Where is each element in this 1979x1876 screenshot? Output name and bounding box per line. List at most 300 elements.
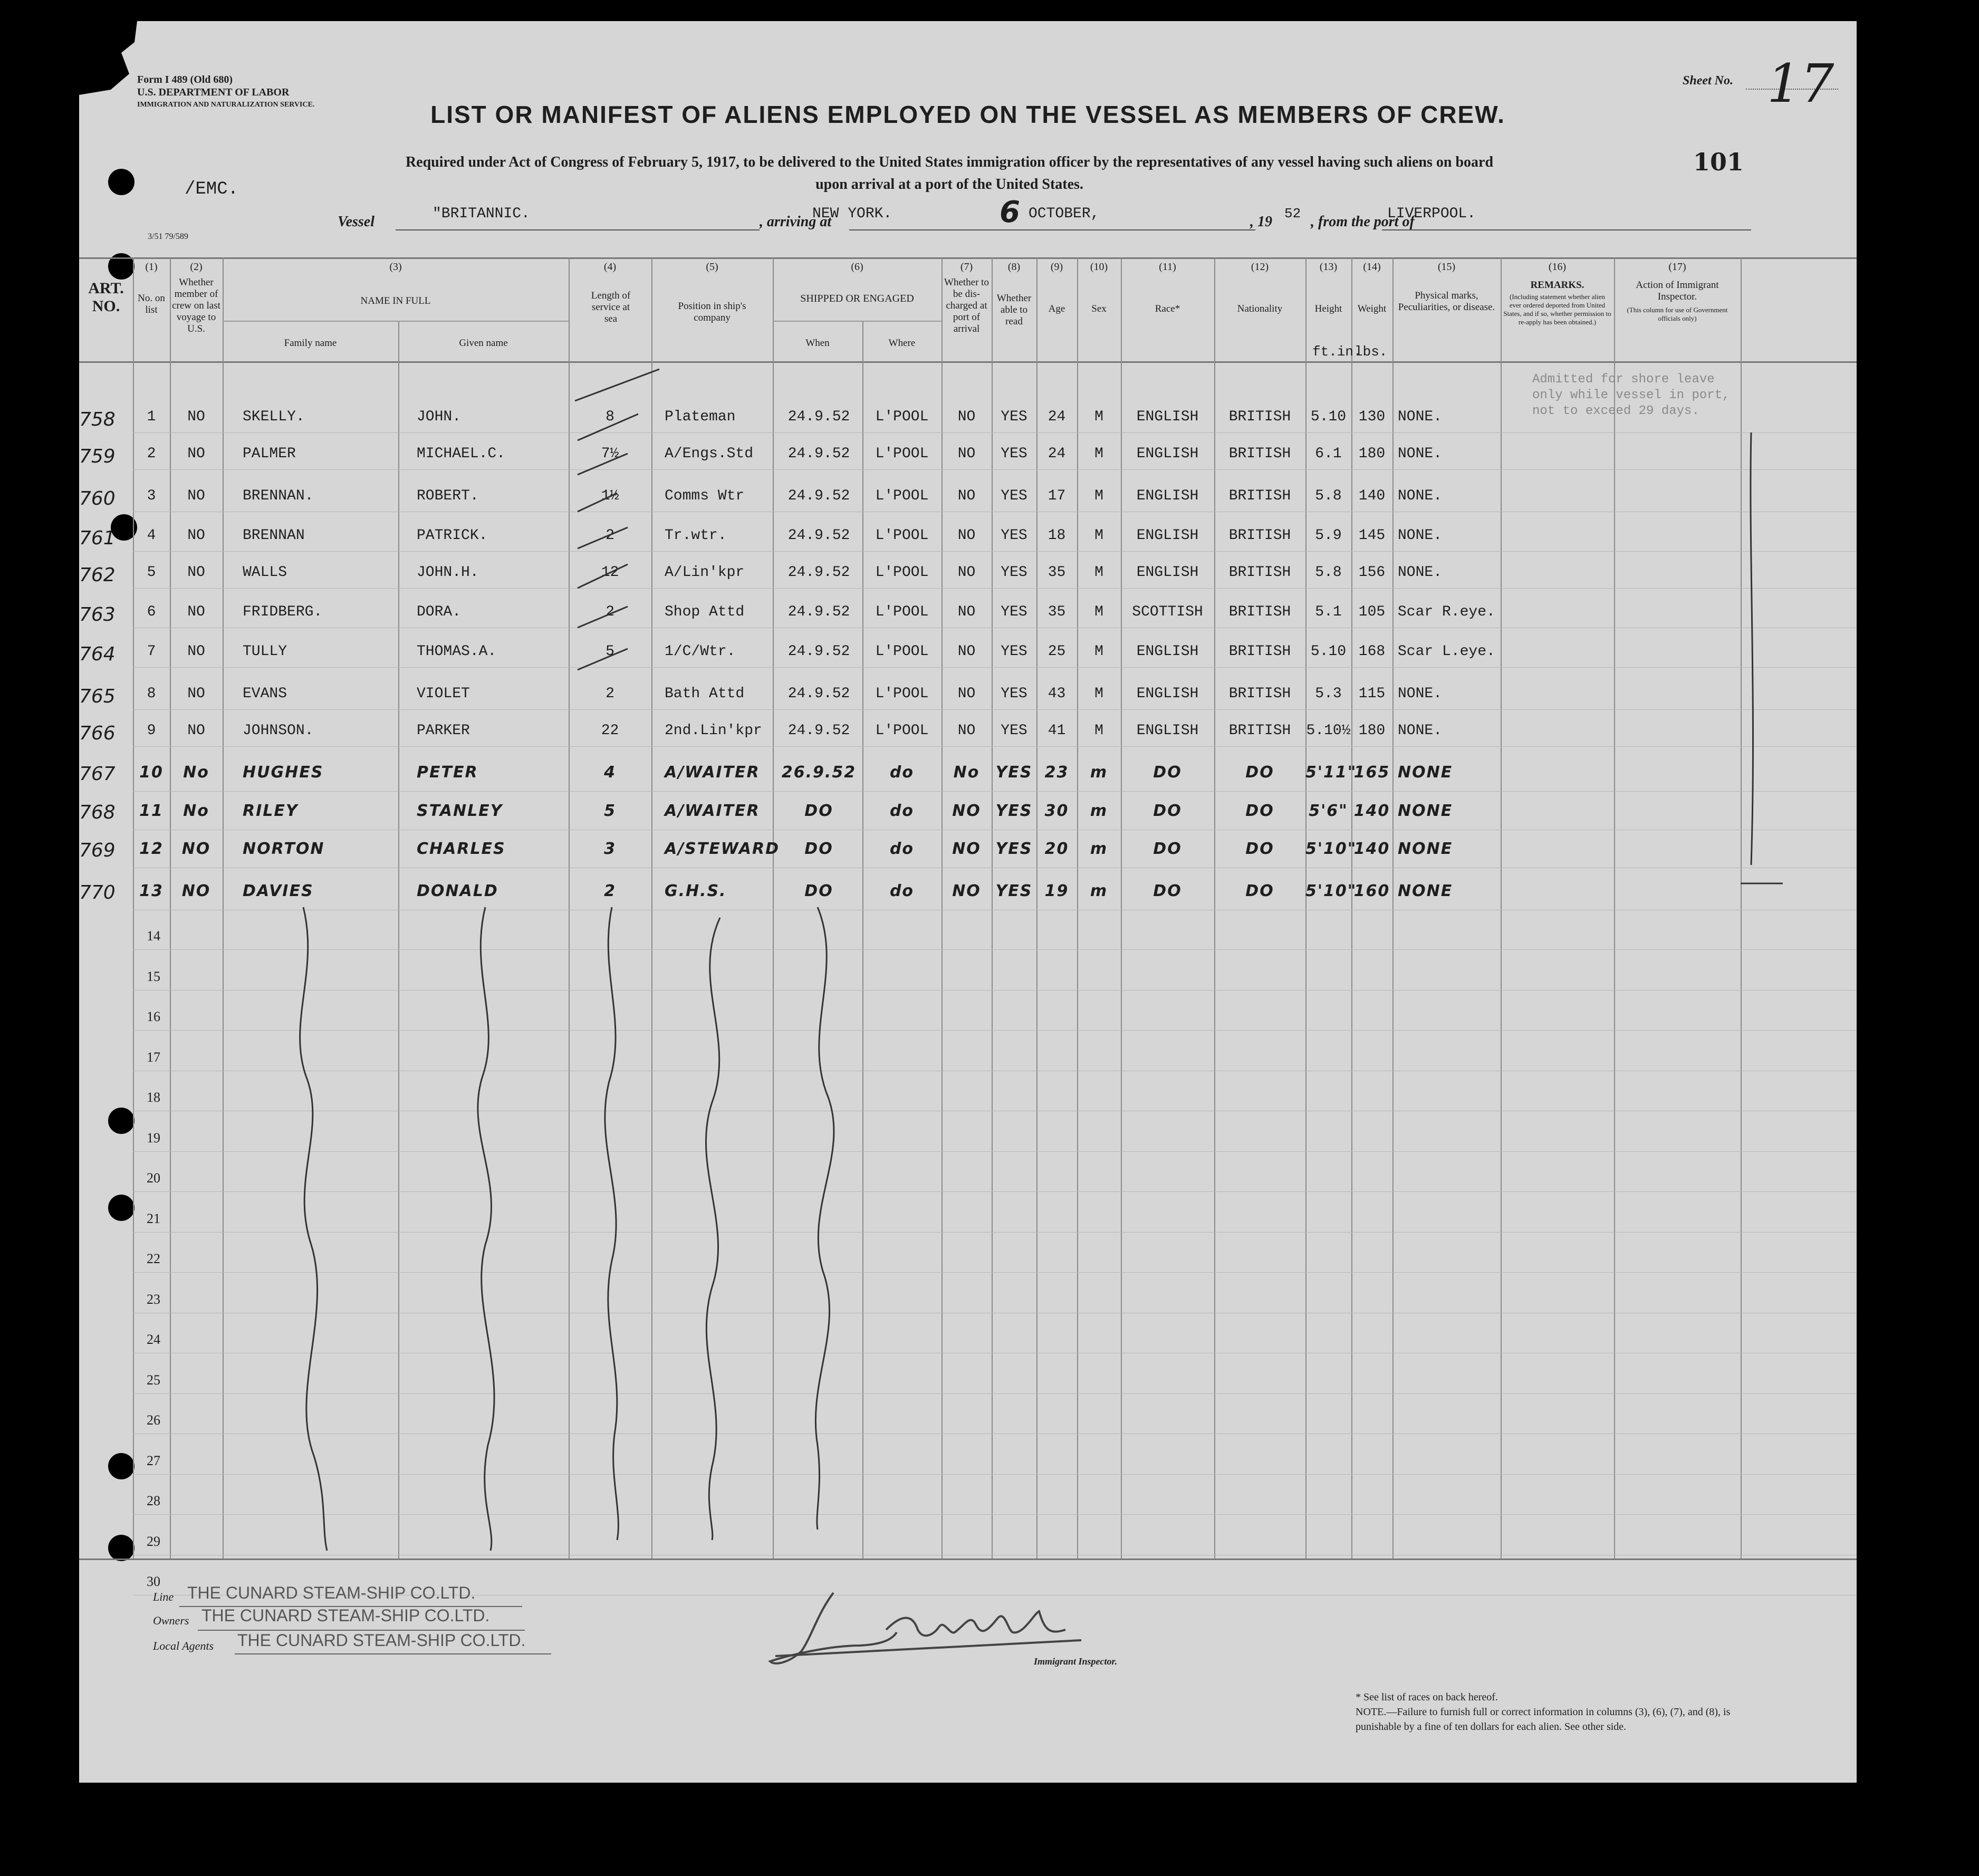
cell-list-no: 11 bbox=[139, 802, 164, 820]
cell-previous-voyage: NO bbox=[187, 409, 205, 425]
cell-given-name: DONALD bbox=[417, 882, 498, 900]
cell-height: 5.1 bbox=[1315, 604, 1342, 620]
form-number: Form I 489 (Old 680) bbox=[137, 74, 233, 85]
cell-family-name: WALLS bbox=[243, 564, 287, 581]
cell-sex: m bbox=[1090, 882, 1108, 900]
cell-family-name: BRENNAN bbox=[243, 527, 305, 544]
cell-race: ENGLISH bbox=[1136, 686, 1199, 702]
cell-shipped-where: L'POOL bbox=[875, 446, 929, 462]
cell-shipped-where: L'POOL bbox=[875, 409, 929, 425]
form-reference: 3/51 79/589 bbox=[148, 232, 188, 241]
col-2-num: (2) bbox=[190, 261, 203, 273]
cell-shipped-when: DO bbox=[804, 840, 833, 858]
col-when: When bbox=[805, 338, 830, 349]
cell-able-to-read: YES bbox=[995, 840, 1033, 858]
col-4-num: (4) bbox=[603, 261, 617, 273]
cell-height: 5.10 bbox=[1310, 643, 1347, 660]
vessel-label: Vessel bbox=[338, 214, 374, 230]
cell-discharged: NO bbox=[957, 409, 976, 425]
note-line-2: punishable by a fine of ten dollars for each alien. See other side. bbox=[1356, 1721, 1627, 1733]
stamp-number: 101 bbox=[1693, 148, 1744, 176]
cell-given-name: THOMAS.A. bbox=[417, 643, 497, 660]
cell-discharged: NO bbox=[952, 840, 981, 858]
cell-sex: M bbox=[1094, 488, 1103, 504]
sheet-label: Sheet No. bbox=[1683, 74, 1733, 88]
owners-label: Owners bbox=[153, 1614, 189, 1627]
col-16-num: (16) bbox=[1548, 261, 1567, 273]
cell-service-length: 22 bbox=[601, 723, 619, 739]
cell-service-length: 1½ bbox=[601, 488, 619, 504]
col-remarks: REMARKS. bbox=[1530, 280, 1584, 291]
cell-height: 5.9 bbox=[1315, 527, 1342, 544]
col-sex: Sex bbox=[1091, 303, 1107, 314]
cell-family-name: TULLY bbox=[243, 643, 287, 660]
cell-sex: M bbox=[1094, 643, 1103, 660]
cell-able-to-read: YES bbox=[1001, 643, 1027, 660]
cell-nationality: BRITISH bbox=[1228, 643, 1291, 660]
manifest-title: LIST OR MANIFEST OF ALIENS EMPLOYED ON THE VESSEL AS MEMBERS OF CREW. bbox=[430, 101, 1505, 128]
cell-list-no: 2 bbox=[147, 446, 156, 462]
cell-shipped-where: L'POOL bbox=[875, 488, 929, 504]
manifest-sheet bbox=[79, 21, 1857, 1783]
cell-shipped-where: L'POOL bbox=[875, 604, 929, 620]
cell-position: Tr.wtr. bbox=[665, 527, 727, 544]
cell-given-name: STANLEY bbox=[417, 802, 503, 820]
cell-able-to-read: YES bbox=[1001, 409, 1027, 425]
cell-age: 24 bbox=[1048, 446, 1066, 462]
cell-position: Shop Attd bbox=[665, 604, 745, 620]
cell-physical-marks: NONE bbox=[1398, 763, 1453, 782]
cell-art-no: 758 bbox=[79, 409, 116, 430]
cell-age: 35 bbox=[1048, 564, 1066, 581]
cell-race: DO bbox=[1153, 802, 1182, 820]
arriving-label: , arriving at bbox=[760, 214, 832, 230]
cell-physical-marks: NONE. bbox=[1398, 723, 1443, 739]
cell-age: 35 bbox=[1048, 604, 1066, 620]
empty-row-number: 27 bbox=[147, 1452, 160, 1468]
col-weight: Weight bbox=[1357, 303, 1387, 314]
cell-sex: M bbox=[1094, 604, 1103, 620]
weight-unit: lbs. bbox=[1354, 344, 1388, 360]
cell-service-length: 4 bbox=[604, 763, 616, 782]
cell-previous-voyage: NO bbox=[187, 446, 205, 462]
cell-weight: 145 bbox=[1358, 527, 1386, 544]
col-no-on-list: No. on list bbox=[138, 293, 165, 315]
col-where: Where bbox=[888, 338, 916, 349]
cell-age: 20 bbox=[1044, 840, 1069, 858]
cell-able-to-read: YES bbox=[1001, 604, 1027, 620]
cell-age: 24 bbox=[1048, 409, 1066, 425]
col-8-num: (8) bbox=[1007, 261, 1021, 273]
cell-position: Plateman bbox=[665, 409, 736, 425]
cell-list-no: 6 bbox=[147, 604, 156, 620]
cell-service-length: 2 bbox=[606, 686, 614, 702]
from-port: LIVERPOOL. bbox=[1387, 206, 1476, 222]
cell-shipped-where: L'POOL bbox=[875, 723, 929, 739]
cell-previous-voyage: NO bbox=[187, 488, 205, 504]
cell-art-no: 761 bbox=[79, 527, 116, 549]
cell-weight: 165 bbox=[1353, 763, 1390, 782]
cell-physical-marks: NONE. bbox=[1398, 488, 1443, 504]
cell-race: ENGLISH bbox=[1136, 409, 1199, 425]
cell-age: 25 bbox=[1048, 643, 1066, 660]
cell-able-to-read: YES bbox=[995, 763, 1033, 782]
cell-shipped-when: 24.9.52 bbox=[787, 446, 850, 462]
col-inspector-note: (This column for use of Government officials only) bbox=[1627, 306, 1728, 322]
arrival-port: NEW YORK. bbox=[812, 206, 892, 222]
cell-position: A/WAITER bbox=[665, 763, 760, 782]
cell-weight: 168 bbox=[1358, 643, 1386, 660]
cell-weight: 140 bbox=[1353, 840, 1390, 858]
arrival-month: OCTOBER, bbox=[1029, 206, 1100, 222]
cell-sex: M bbox=[1094, 446, 1103, 462]
cell-age: 17 bbox=[1048, 488, 1066, 504]
col-nationality: Nationality bbox=[1237, 303, 1283, 314]
cell-family-name: FRIDBERG. bbox=[243, 604, 323, 620]
cell-previous-voyage: NO bbox=[187, 527, 205, 544]
cell-shipped-where: L'POOL bbox=[875, 643, 929, 660]
cell-position: G.H.S. bbox=[665, 882, 727, 900]
cell-height: 5'10" bbox=[1305, 882, 1357, 900]
cell-shipped-where: do bbox=[889, 882, 915, 900]
cell-discharged: NO bbox=[957, 527, 976, 544]
cell-art-no: 769 bbox=[79, 840, 116, 861]
cell-discharged: NO bbox=[957, 488, 976, 504]
col-7-num: (7) bbox=[960, 261, 973, 273]
cell-art-no: 765 bbox=[79, 686, 116, 707]
cell-shipped-where: L'POOL bbox=[875, 564, 929, 581]
agents-label: Local Agents bbox=[153, 1639, 214, 1652]
col-inspector-action: Action of Immigrant Inspector. bbox=[1636, 280, 1719, 302]
col-17-num: (17) bbox=[1668, 261, 1686, 273]
col-given-name: Given name bbox=[459, 338, 508, 349]
cell-shipped-when: 24.9.52 bbox=[787, 409, 850, 425]
cell-service-length: 8 bbox=[606, 409, 614, 425]
cancellation-marks bbox=[79, 21, 1857, 1783]
arrival-day: 6 bbox=[1000, 195, 1021, 229]
cell-given-name: DORA. bbox=[417, 604, 462, 620]
cell-shipped-where: do bbox=[889, 840, 915, 858]
shore-leave-remark: Admitted for shore leave only while vessel in port, not to exceed 29 days. bbox=[1532, 372, 1730, 418]
empty-row-number: 18 bbox=[147, 1090, 160, 1105]
cell-list-no: 13 bbox=[139, 882, 164, 900]
cell-art-no: 762 bbox=[79, 564, 116, 586]
subtitle-line-2: upon arrival at a port of the United States. bbox=[815, 176, 1083, 193]
cell-physical-marks: NONE. bbox=[1398, 564, 1443, 581]
cell-given-name: PARKER bbox=[417, 723, 470, 739]
empty-row-number: 29 bbox=[147, 1533, 160, 1549]
cell-previous-voyage: NO bbox=[187, 564, 205, 581]
cell-age: 30 bbox=[1044, 802, 1069, 820]
cell-given-name: PATRICK. bbox=[417, 527, 488, 544]
height-unit: ft.in. bbox=[1312, 344, 1362, 360]
cell-able-to-read: YES bbox=[995, 882, 1033, 900]
cell-family-name: SKELLY. bbox=[243, 409, 305, 425]
cell-position: Comms Wtr bbox=[665, 488, 745, 504]
col-length-of-service: Length of service at sea bbox=[591, 290, 631, 324]
empty-row-number: 23 bbox=[147, 1291, 160, 1307]
cell-able-to-read: YES bbox=[1001, 527, 1027, 544]
cell-physical-marks: Scar L.eye. bbox=[1398, 643, 1495, 660]
cell-physical-marks: NONE. bbox=[1398, 686, 1443, 702]
empty-row-number: 26 bbox=[147, 1412, 160, 1428]
cell-weight: 105 bbox=[1358, 604, 1386, 620]
col-14-num: (14) bbox=[1363, 261, 1381, 273]
cell-family-name: BRENNAN. bbox=[243, 488, 314, 504]
cell-nationality: DO bbox=[1245, 802, 1274, 820]
cell-art-no: 764 bbox=[79, 643, 116, 665]
cell-given-name: CHARLES bbox=[417, 840, 506, 858]
cell-list-no: 5 bbox=[147, 564, 156, 581]
cell-race: DO bbox=[1153, 840, 1182, 858]
cell-previous-voyage: NO bbox=[181, 882, 211, 900]
cell-discharged: NO bbox=[957, 446, 976, 462]
cell-position: 2nd.Lin'kpr bbox=[665, 723, 762, 739]
cell-nationality: BRITISH bbox=[1228, 564, 1291, 581]
cell-age: 41 bbox=[1048, 723, 1066, 739]
cell-list-no: 10 bbox=[139, 763, 164, 782]
cell-able-to-read: YES bbox=[995, 802, 1033, 820]
col-family-name: Family name bbox=[284, 338, 337, 349]
cell-height: 5.8 bbox=[1315, 564, 1342, 581]
cell-service-length: 7½ bbox=[601, 446, 619, 462]
cell-art-no: 767 bbox=[79, 763, 116, 785]
cell-weight: 140 bbox=[1353, 802, 1390, 820]
cell-discharged: NO bbox=[957, 643, 976, 660]
cell-physical-marks: NONE bbox=[1398, 802, 1453, 820]
owners-value: THE CUNARD STEAM-SHIP CO.LTD. bbox=[201, 1606, 490, 1625]
col-15-num: (15) bbox=[1437, 261, 1456, 273]
col-age: Age bbox=[1048, 303, 1065, 314]
col-11-num: (11) bbox=[1159, 261, 1176, 273]
cell-family-name: NORTON bbox=[243, 840, 325, 858]
sheet-number: 17 bbox=[1767, 53, 1834, 114]
cell-able-to-read: YES bbox=[1001, 488, 1027, 504]
col-race: Race* bbox=[1155, 303, 1180, 314]
cell-nationality: BRITISH bbox=[1228, 604, 1291, 620]
empty-row-number: 28 bbox=[147, 1493, 160, 1508]
col-able-to-read: Whether able to read bbox=[996, 293, 1032, 327]
cell-given-name: ROBERT. bbox=[417, 488, 479, 504]
note-line-1: NOTE.—Failure to furnish full or correct information in columns (3), (6), (7), and (8), is bbox=[1356, 1706, 1731, 1718]
cell-sex: M bbox=[1094, 527, 1103, 544]
cell-weight: 160 bbox=[1353, 882, 1390, 900]
cell-height: 5.8 bbox=[1315, 488, 1342, 504]
cell-race: ENGLISH bbox=[1136, 723, 1199, 739]
cell-list-no: 9 bbox=[147, 723, 156, 739]
line-value: THE CUNARD STEAM-SHIP CO.LTD. bbox=[187, 1583, 476, 1602]
cell-discharged: NO bbox=[957, 723, 976, 739]
cell-height: 5'11" bbox=[1305, 763, 1357, 782]
cell-service-length: 3 bbox=[604, 840, 616, 858]
vessel-name: "BRITANNIC. bbox=[433, 206, 530, 222]
cell-previous-voyage: NO bbox=[187, 643, 205, 660]
cell-art-no: 768 bbox=[79, 802, 116, 823]
cell-sex: M bbox=[1094, 686, 1103, 702]
cell-height: 5'6" bbox=[1309, 802, 1348, 820]
empty-row-number: 16 bbox=[147, 1009, 160, 1024]
inspector-label: Immigrant Inspector. bbox=[1034, 1656, 1118, 1667]
cell-nationality: BRITISH bbox=[1228, 723, 1291, 739]
cell-shipped-where: do bbox=[889, 802, 915, 820]
col-art-no: ART. NO. bbox=[88, 280, 124, 315]
col-position: Position in ship's company bbox=[678, 301, 746, 323]
cell-nationality: BRITISH bbox=[1228, 409, 1291, 425]
cell-discharged: NO bbox=[957, 564, 976, 581]
cell-race: DO bbox=[1153, 763, 1182, 782]
cell-able-to-read: YES bbox=[1001, 564, 1027, 581]
races-note: * See list of races on back hereof. bbox=[1356, 1691, 1498, 1703]
department: U.S. DEPARTMENT OF LABOR bbox=[137, 86, 290, 98]
col-1-num: (1) bbox=[145, 261, 158, 273]
cell-previous-voyage: NO bbox=[187, 686, 205, 702]
cell-position: 1/C/Wtr. bbox=[665, 643, 736, 660]
empty-row-number: 17 bbox=[147, 1049, 160, 1065]
cell-age: 43 bbox=[1048, 686, 1066, 702]
cell-previous-voyage: No bbox=[183, 763, 209, 782]
cell-given-name: JOHN.H. bbox=[417, 564, 479, 581]
cell-discharged: NO bbox=[952, 802, 981, 820]
cell-list-no: 1 bbox=[147, 409, 156, 425]
cell-list-no: 12 bbox=[139, 840, 164, 858]
cell-nationality: DO bbox=[1245, 763, 1274, 782]
cell-sex: M bbox=[1094, 409, 1103, 425]
cell-art-no: 759 bbox=[79, 446, 116, 467]
cell-art-no: 770 bbox=[79, 882, 116, 903]
cell-given-name: PETER bbox=[417, 763, 478, 782]
cell-shipped-where: L'POOL bbox=[875, 686, 929, 702]
cell-nationality: DO bbox=[1245, 882, 1274, 900]
col-13-num: (13) bbox=[1319, 261, 1338, 273]
cell-nationality: DO bbox=[1245, 840, 1274, 858]
cell-race: ENGLISH bbox=[1136, 446, 1199, 462]
cell-weight: 180 bbox=[1358, 723, 1386, 739]
cell-height: 5'10" bbox=[1305, 840, 1357, 858]
cell-able-to-read: YES bbox=[1001, 723, 1027, 739]
cell-list-no: 7 bbox=[147, 643, 156, 660]
cell-previous-voyage: NO bbox=[181, 840, 211, 858]
cell-physical-marks: NONE. bbox=[1398, 409, 1443, 425]
cell-given-name: VIOLET bbox=[417, 686, 470, 702]
subtitle-line-1: Required under Act of Congress of February 5, 1917, to be delivered to the United States immigration officer by the representatives of any vessel having such aliens on board bbox=[405, 154, 1494, 170]
cell-race: ENGLISH bbox=[1136, 564, 1199, 581]
cell-weight: 115 bbox=[1358, 686, 1386, 702]
cell-shipped-when: 24.9.52 bbox=[787, 488, 850, 504]
empty-row-number: 24 bbox=[147, 1332, 160, 1347]
cell-art-no: 760 bbox=[79, 488, 116, 509]
cell-able-to-read: YES bbox=[1001, 446, 1027, 462]
cell-nationality: BRITISH bbox=[1228, 686, 1291, 702]
year-prefix: , 19 bbox=[1250, 214, 1272, 230]
cell-position: Bath Attd bbox=[665, 686, 745, 702]
col-3-num: (3) bbox=[389, 261, 402, 273]
emc-mark: /EMC. bbox=[185, 179, 239, 199]
cell-shipped-when: 24.9.52 bbox=[787, 643, 850, 660]
cell-family-name: RILEY bbox=[243, 802, 299, 820]
cell-nationality: BRITISH bbox=[1228, 488, 1291, 504]
cell-age: 19 bbox=[1044, 882, 1069, 900]
empty-row-number: 21 bbox=[147, 1210, 160, 1226]
cell-shipped-when: DO bbox=[804, 802, 833, 820]
col-12-num: (12) bbox=[1251, 261, 1269, 273]
empty-row-number: 20 bbox=[147, 1170, 160, 1186]
col-5-num: (5) bbox=[706, 261, 718, 273]
cell-list-no: 8 bbox=[147, 686, 156, 702]
cell-list-no: 4 bbox=[147, 527, 156, 544]
cell-shipped-when: DO bbox=[804, 882, 833, 900]
cell-shipped-when: 24.9.52 bbox=[787, 723, 850, 739]
cell-position: A/WAITER bbox=[665, 802, 760, 820]
year-suffix: 52 bbox=[1284, 206, 1301, 222]
empty-row-number: 25 bbox=[147, 1372, 160, 1388]
cell-race: SCOTTISH bbox=[1132, 604, 1203, 620]
service: IMMIGRATION AND NATURALIZATION SERVICE. bbox=[137, 101, 315, 109]
cell-race: ENGLISH bbox=[1136, 643, 1199, 660]
cell-previous-voyage: NO bbox=[187, 723, 205, 739]
cell-service-length: 12 bbox=[601, 564, 619, 581]
cell-art-no: 763 bbox=[79, 604, 116, 626]
cell-previous-voyage: No bbox=[183, 802, 209, 820]
cell-service-length: 5 bbox=[606, 643, 614, 660]
from-port-label: , from the port of bbox=[1311, 214, 1415, 230]
cell-service-length: 5 bbox=[604, 802, 616, 820]
cell-physical-marks: NONE. bbox=[1398, 446, 1443, 462]
cell-physical-marks: NONE bbox=[1398, 840, 1453, 858]
cell-shipped-where: L'POOL bbox=[875, 527, 929, 544]
cell-physical-marks: NONE bbox=[1398, 882, 1453, 900]
empty-row-number: 22 bbox=[147, 1251, 160, 1266]
cell-weight: 180 bbox=[1358, 446, 1386, 462]
col-height: Height bbox=[1314, 303, 1342, 314]
empty-row-number: 19 bbox=[147, 1130, 160, 1146]
cell-discharged: NO bbox=[957, 686, 976, 702]
cell-age: 18 bbox=[1048, 527, 1066, 544]
cell-sex: m bbox=[1090, 840, 1108, 858]
cell-family-name: PALMER bbox=[243, 446, 296, 462]
cell-shipped-when: 24.9.52 bbox=[787, 564, 850, 581]
cell-family-name: HUGHES bbox=[243, 763, 324, 782]
empty-row-number: 14 bbox=[147, 928, 160, 944]
cell-shipped-when: 24.9.52 bbox=[787, 604, 850, 620]
cell-shipped-when: 26.9.52 bbox=[781, 763, 857, 782]
cell-race: ENGLISH bbox=[1136, 527, 1199, 544]
cell-given-name: MICHAEL.C. bbox=[417, 446, 506, 462]
cell-sex: m bbox=[1090, 763, 1108, 782]
cell-sex: M bbox=[1094, 564, 1103, 581]
cell-weight: 130 bbox=[1358, 409, 1386, 425]
cell-given-name: JOHN. bbox=[417, 409, 462, 425]
cell-sex: m bbox=[1090, 802, 1108, 820]
empty-row-number: 30 bbox=[147, 1574, 160, 1589]
cell-service-length: 2 bbox=[604, 882, 616, 900]
cell-shipped-when: 24.9.52 bbox=[787, 527, 850, 544]
col-9-num: (9) bbox=[1050, 261, 1063, 273]
cell-list-no: 3 bbox=[147, 488, 156, 504]
cell-art-no: 766 bbox=[79, 723, 116, 744]
col-6-num: (6) bbox=[851, 261, 863, 273]
cell-weight: 156 bbox=[1358, 564, 1386, 581]
cell-nationality: BRITISH bbox=[1228, 446, 1291, 462]
cell-shipped-where: do bbox=[889, 763, 915, 782]
agents-value: THE CUNARD STEAM-SHIP CO.LTD. bbox=[237, 1631, 526, 1650]
cell-sex: M bbox=[1094, 723, 1103, 739]
cell-family-name: DAVIES bbox=[243, 882, 314, 900]
col-discharged: Whether to be dis-charged at port of arrival bbox=[944, 277, 989, 334]
cell-position: A/Engs.Std bbox=[665, 446, 754, 462]
cell-age: 23 bbox=[1044, 763, 1069, 782]
cell-previous-voyage: NO bbox=[187, 604, 205, 620]
col-remarks-note: (Including statement whether alien ever ordered deported from United States, and if so, whether permission to re-apply has been obtained.) bbox=[1503, 293, 1611, 326]
